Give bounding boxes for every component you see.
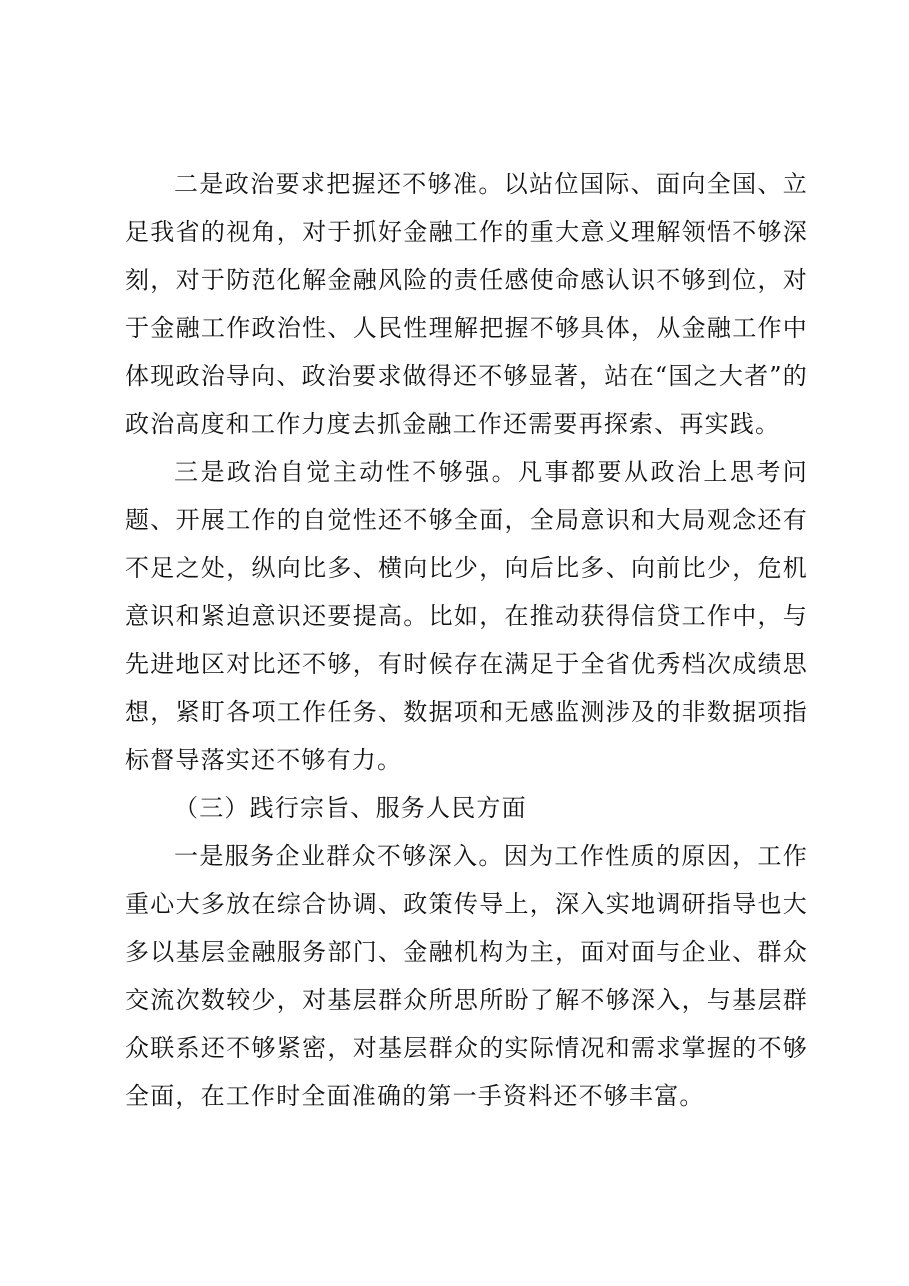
document-body (125, 160, 808, 1120)
paragraph-political-consciousness: 三是政治自觉主动性不够强。凡事都要从政治上思考问题、开展工作的自觉性还不够全面，全局意识和大局观念还有不足之处，纵向比多、横向比少，向后比多、向前比少，危机意识和紧迫意识还要提高。比如，在推动获得信贷工作中，与先进地区对比还不够，有时候存在满足于全省优秀档次成绩思想，紧盯各项工作任务、数据项和无感监测涉及的非数据项指标督导落实还不够有力。 (125, 458, 808, 774)
paragraph-serving-people: 一是服务企业群众不够深入。因为工作性质的原因，工作重心大多放在综合协调、政策传导上，深入实地调研指导也大多以基层金融服务部门、金融机构为主，面对面与企业、群众交流次数较少，对基层群众所思所盼了解不够深入，与基层群众联系还不够紧密，对基层群众的实际情况和需求掌握的不够全面，在工作时全面准确的第一手资料还不够丰富。 (125, 842, 808, 1110)
paragraph-political-requirement: 二是政治要求把握还不够准。以站位国际、面向全国、立足我省的视角，对于抓好金融工作的重大意义理解领悟不够深刻，对于防范化解金融风险的责任感使命感认识不够到位，对于金融工作政治性、人民性理解把握不够具体，从金融工作中体现政治导向、政治要求做得还不够显著，站在“国之大者”的政治高度和工作力度去抓金融工作还需要再探索、再实践。 (125, 170, 808, 438)
section-heading: （三）践行宗旨、服务人民方面 (174, 794, 527, 822)
